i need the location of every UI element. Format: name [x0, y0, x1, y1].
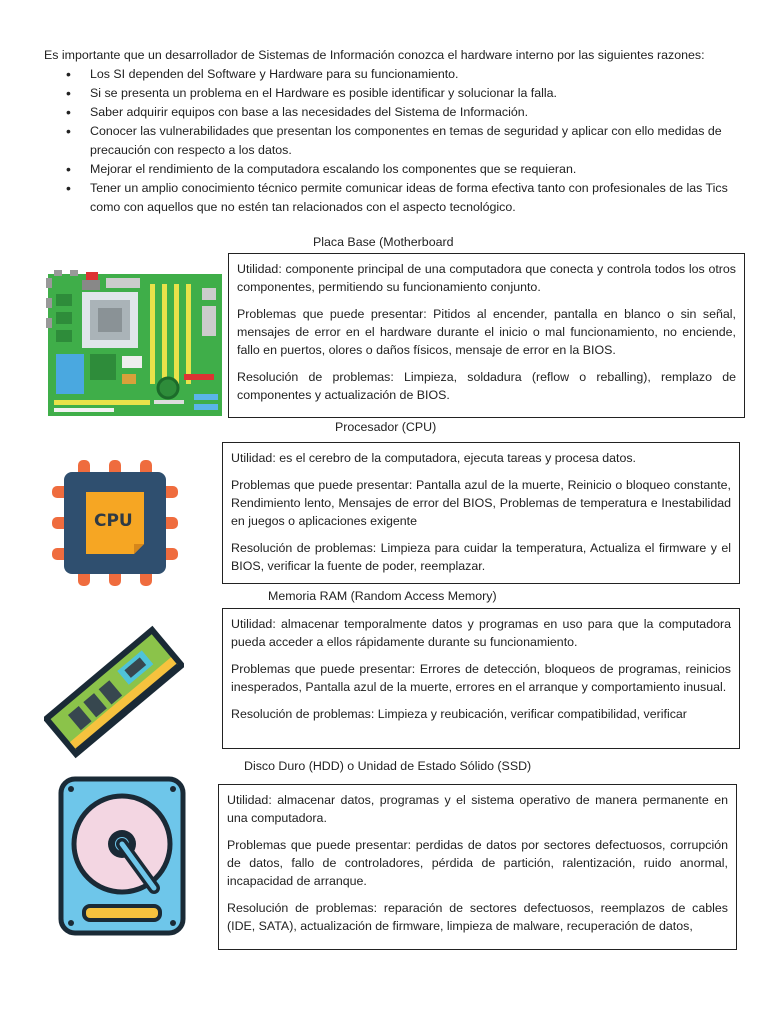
resolution-text: Resolución de problemas: Limpieza para cuidar la temperatura, Actualiza el firmware y el BIOS, verificar la fuente de poder, reemplazar.	[231, 541, 731, 573]
ram-title: Memoria RAM (Random Access Memory)	[268, 589, 497, 603]
utility-text: Utilidad: es el cerebro de la computadora, ejecuta tareas y procesa datos.	[231, 451, 636, 465]
resolution-text: Resolución de problemas: Limpieza, soldadura (reflow o reballing), remplazo de componentes y actualización de BIOS.	[237, 370, 736, 402]
intro-lead: Es importante que un desarrollador de Sistemas de Información conozca el hardware interno por las siguientes razones:	[44, 48, 705, 62]
utility-text: Utilidad: componente principal de una computadora que conecta y controla todos los otros componentes, permitiendo su funcionamiento conjunto.	[237, 262, 736, 294]
resolution-text: Resolución de problemas: Limpieza y reubicación, verificar compatibilidad, verificar	[231, 707, 687, 721]
list-item: • Saber adquirir equipos con base a las necesidades del Sistema de Información.	[90, 103, 734, 122]
list-item: • Los SI dependen del Software y Hardware para su funcionamiento.	[90, 65, 734, 84]
list-item: • Conocer las vulnerabilidades que presentan los componentes en temas de seguridad y aplicar con ello medidas de precaución con respecto a los datos.	[90, 122, 734, 160]
utility-text: Utilidad: almacenar temporalmente datos y programas en uso para que la computadora pueda acceder a ellos rápidamente durante su funcionamiento.	[231, 617, 731, 649]
motherboard-info-box	[228, 253, 745, 418]
ram-icon	[44, 624, 184, 760]
cpu-icon-label: CPU	[94, 511, 133, 531]
reasons-list	[44, 65, 734, 217]
problems-text: Problemas que puede presentar: Pantalla azul de la muerte, Reinicio o bloqueo constante, Rendimiento lento, Mensajes de error del BIOS, Problemas de temperatura e Inestabilidad en juegos o aplicaciones exigente	[231, 478, 731, 528]
problems-text: Problemas que puede presentar: Pitidos al encender, pantalla en blanco o sin señal, mensajes de error en el hardware durante el inicio o mal funcionamiento, no enciende, fallo en puertos, olores o daños físicos, mensaje de error en la BIOS.	[237, 307, 736, 357]
list-item: • Mejorar el rendimiento de la computadora escalando los componentes que se requieran.	[90, 160, 734, 179]
problems-text: Problemas que puede presentar: perdidas de datos por sectores defectuosos, corrupción de datos, fallo de controladores, pérdida de partición, ralentización, ruido anormal, incapacidad de arranque.	[227, 838, 728, 888]
resolution-text: Resolución de problemas: reparación de sectores defectuosos, reemplazos de cables (IDE, SATA), actualización de firmware, limpieza de malware, recuperación de datos,	[227, 901, 728, 933]
hard-disk-icon	[58, 776, 186, 936]
motherboard-icon	[46, 270, 224, 418]
utility-text: Utilidad: almacenar datos, programas y el sistema operativo de manera permanente en una computadora.	[227, 793, 728, 825]
disk-info-box	[218, 784, 737, 950]
list-item: • Tener un amplio conocimiento técnico permite comunicar ideas de forma efectiva tanto con profesionales de las Tics como con aquellos que no estén tan relacionados con el aspecto tecnológico.	[90, 179, 734, 217]
list-item: • Si se presenta un problema en el Hardware es posible identificar y solucionar la falla.	[90, 84, 734, 103]
problems-text: Problemas que puede presentar: Errores de detección, bloqueos de programas, reinicios inesperados, Pantalla azul de la muerte, errores en el arranque y comportamiento inusual.	[231, 662, 731, 694]
motherboard-title: Placa Base (Motherboard	[313, 235, 454, 249]
ram-info-box	[222, 608, 740, 749]
cpu-title: Procesador (CPU)	[335, 420, 437, 434]
intro-section	[44, 46, 734, 217]
disk-title: Disco Duro (HDD) o Unidad de Estado Sólido (SSD)	[244, 759, 532, 773]
cpu-info-box	[222, 442, 740, 584]
